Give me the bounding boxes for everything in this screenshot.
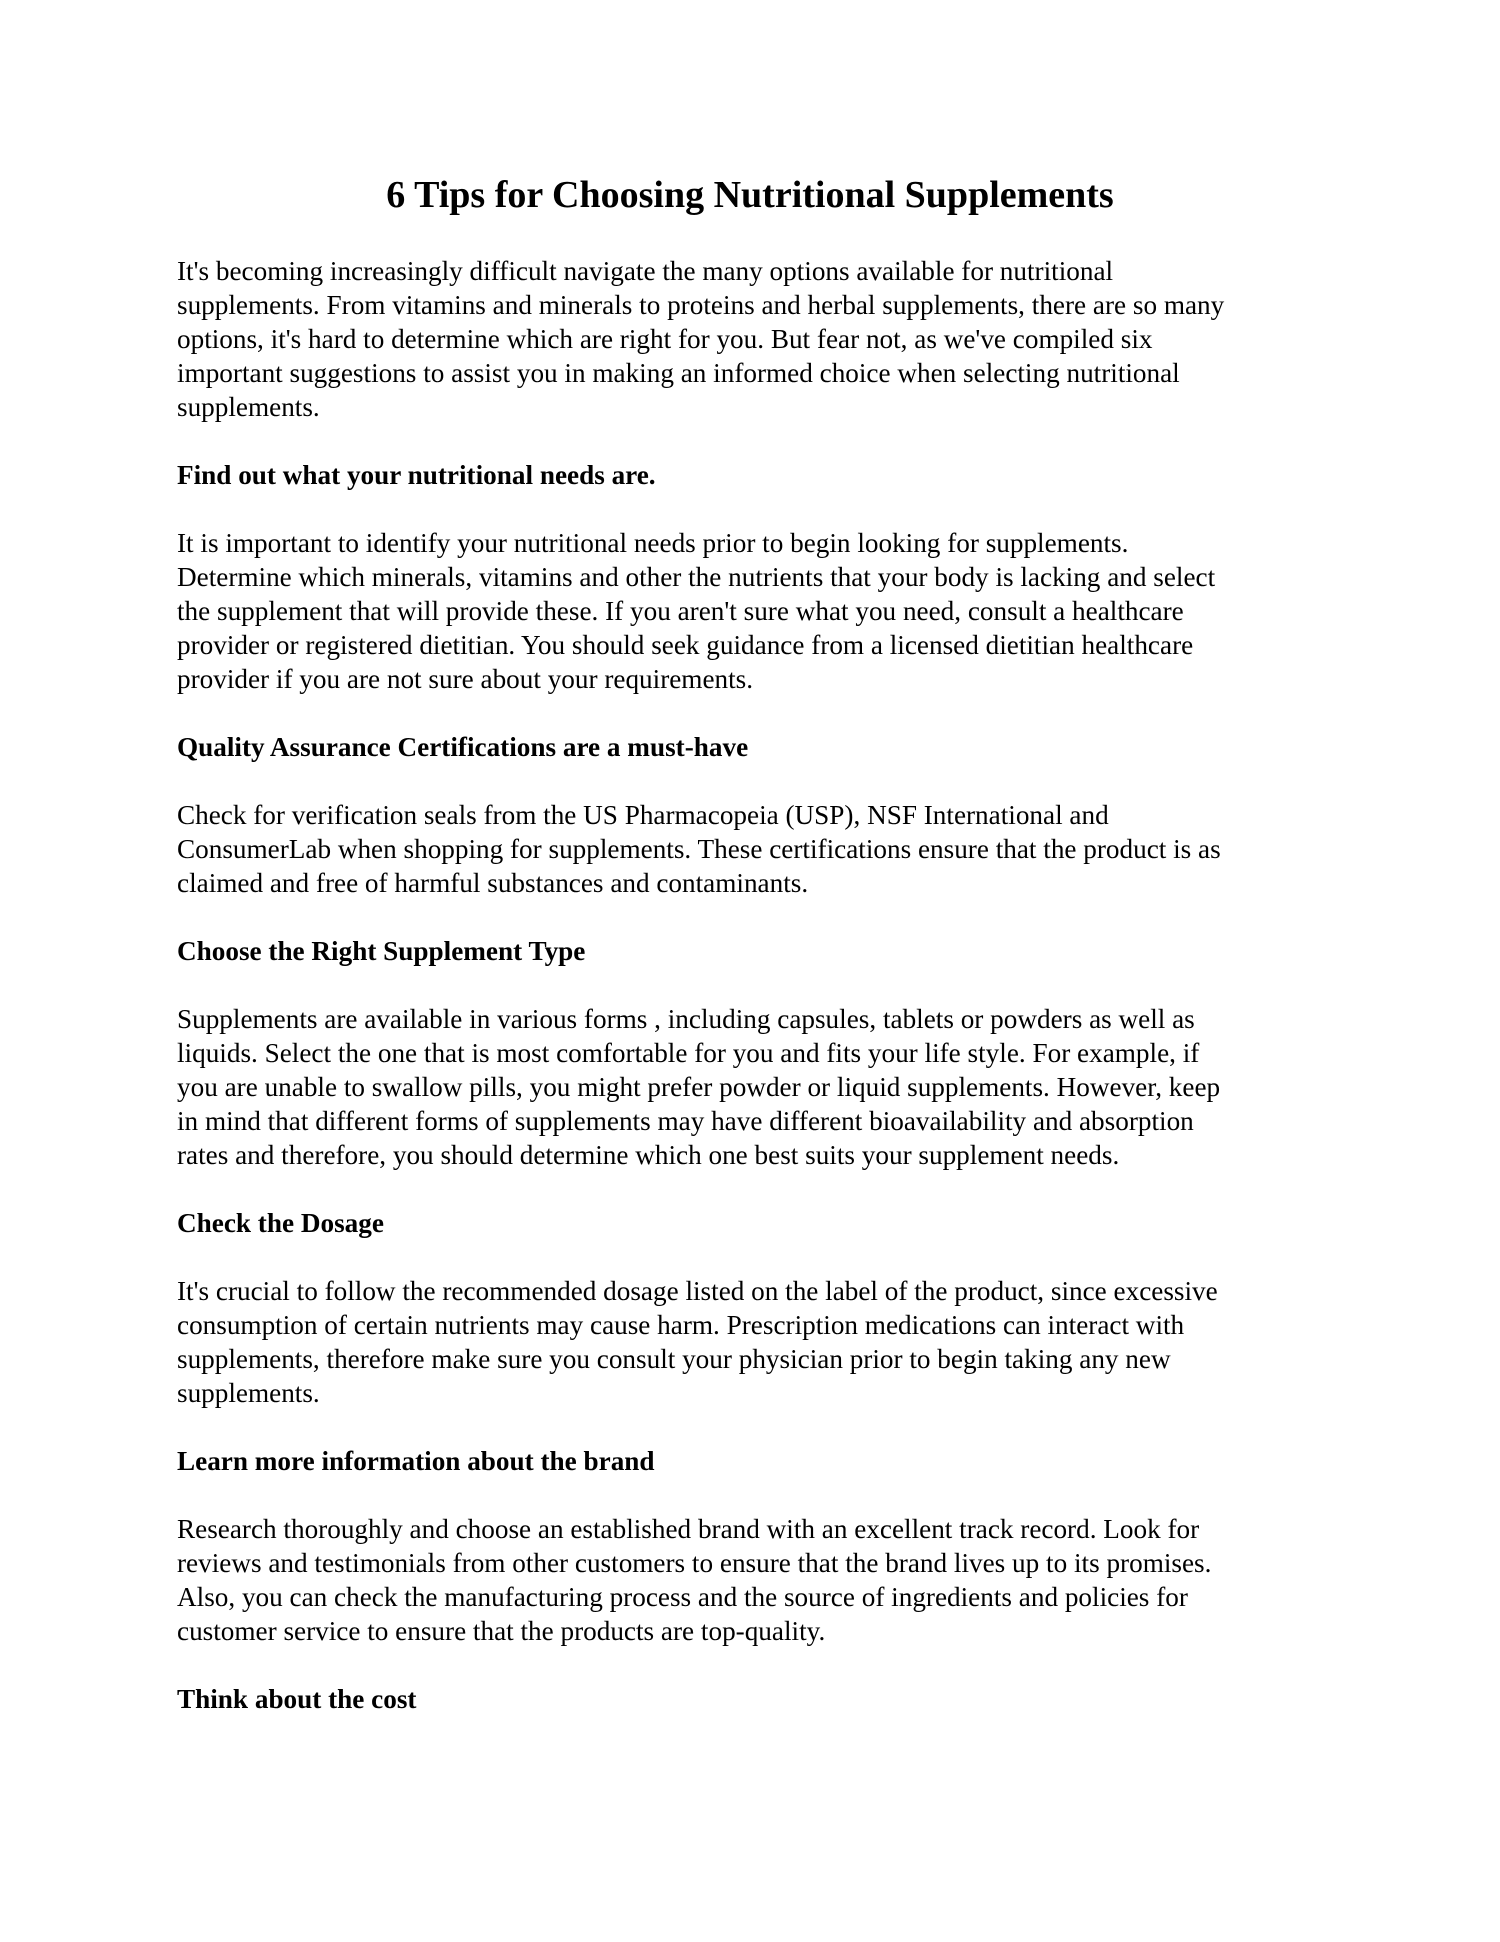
paragraph-line: It is important to identify your nutritional needs prior to begin looking for supplements. [177, 528, 1129, 558]
intro-line: supplements. [177, 392, 320, 422]
paragraph-line: supplements, therefore make sure you consult your physician prior to begin taking any new [177, 1344, 1171, 1374]
intro-line: supplements. From vitamins and minerals to proteins and herbal supplements, there are so many [177, 290, 1225, 320]
paragraph-line: It's crucial to follow the recommended dosage listed on the label of the product, since excessive [177, 1276, 1218, 1306]
page-title: 6 Tips for Choosing Nutritional Supplements [386, 174, 1114, 216]
paragraph-line: provider if you are not sure about your requirements. [177, 664, 754, 694]
section-paragraph-dosage [177, 1274, 1327, 1410]
paragraph-line: ConsumerLab when shopping for supplements. These certifications ensure that the product is as [177, 834, 1221, 864]
section-heading-brand: Learn more information about the brand [177, 1446, 655, 1476]
paragraph-line: in mind that different forms of supplements may have different bioavailability and absorption [177, 1106, 1194, 1136]
document-body [177, 254, 1327, 1750]
intro-line: It's becoming increasingly difficult navigate the many options available for nutritional [177, 256, 1114, 286]
paragraph-line: Check for verification seals from the US Pharmacopeia (USP), NSF International and [177, 800, 1109, 830]
section-heading-dosage: Check the Dosage [177, 1208, 384, 1238]
paragraph-line: Research thoroughly and choose an established brand with an excellent track record. Look for [177, 1514, 1200, 1544]
paragraph-line: provider or registered dietitian. You should seek guidance from a licensed dietitian healthcare [177, 630, 1194, 660]
section-heading-quality-assurance: Quality Assurance Certifications are a must-have [177, 732, 749, 762]
paragraph-line: consumption of certain nutrients may cause harm. Prescription medications can interact with [177, 1310, 1185, 1340]
section-heading-supplement-type: Choose the Right Supplement Type [177, 936, 586, 966]
section-heading-nutritional-needs: Find out what your nutritional needs are. [177, 460, 656, 490]
intro-line: options, it's hard to determine which are right for you. But fear not, as we've compiled six [177, 324, 1153, 354]
paragraph-line: you are unable to swallow pills, you might prefer powder or liquid supplements. However, keep [177, 1072, 1221, 1102]
paragraph-line: rates and therefore, you should determine which one best suits your supplement needs. [177, 1140, 1120, 1170]
paragraph-line: Determine which minerals, vitamins and other the nutrients that your body is lacking and select [177, 562, 1216, 592]
paragraph-line: reviews and testimonials from other customers to ensure that the brand lives up to its promises. [177, 1548, 1212, 1578]
paragraph-line: supplements. [177, 1378, 320, 1408]
paragraph-line: claimed and free of harmful substances and contaminants. [177, 868, 809, 898]
intro-paragraph [177, 254, 1327, 424]
section-paragraph-nutritional-needs [177, 526, 1327, 696]
paragraph-line: the supplement that will provide these. If you aren't sure what you need, consult a healthcare [177, 596, 1184, 626]
intro-line: important suggestions to assist you in making an informed choice when selecting nutritional [177, 358, 1180, 388]
section-paragraph-supplement-type [177, 1002, 1327, 1172]
section-paragraph-quality-assurance [177, 798, 1327, 900]
paragraph-line: liquids. Select the one that is most comfortable for you and fits your life style. For example, if [177, 1038, 1200, 1068]
section-paragraph-brand [177, 1512, 1327, 1648]
section-heading-cost: Think about the cost [177, 1684, 417, 1714]
paragraph-line: customer service to ensure that the products are top-quality. [177, 1616, 826, 1646]
paragraph-line: Also, you can check the manufacturing process and the source of ingredients and policies for [177, 1582, 1188, 1612]
paragraph-line: Supplements are available in various forms , including capsules, tablets or powders as well as [177, 1004, 1195, 1034]
